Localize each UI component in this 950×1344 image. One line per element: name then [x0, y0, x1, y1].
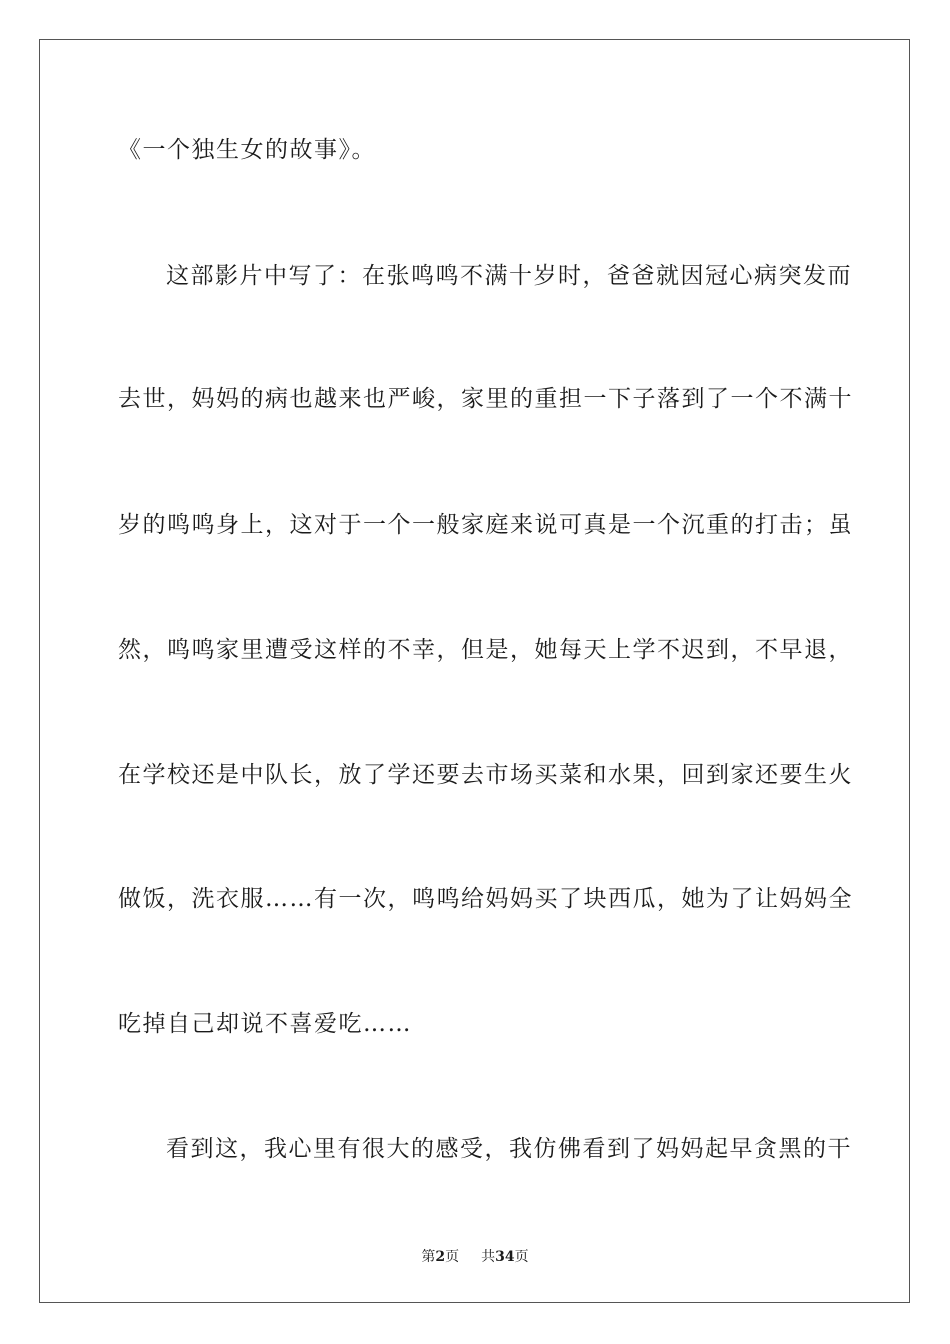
total-suffix: 页 — [514, 1249, 529, 1265]
page-footer — [0, 1248, 950, 1266]
text-line-2: 这部影片中写了：在张鸣鸣不满十岁时，爸爸就因冠心病突发而 — [166, 263, 852, 289]
text-line-4: 岁的鸣鸣身上，这对于一个一般家庭来说可真是一个沉重的打击；虽 — [118, 512, 853, 538]
page-suffix: 页 — [445, 1249, 460, 1265]
page-number: 2 — [435, 1249, 446, 1265]
text-line-8: 吃掉自己却说不喜爱吃…… — [118, 1011, 412, 1037]
total-prefix: 共 — [481, 1249, 496, 1265]
text-line-5: 然，鸣鸣家里遭受这样的不幸，但是，她每天上学不迟到，不早退， — [118, 637, 853, 663]
page-border — [39, 39, 910, 1303]
text-line-1: 《一个独生女的故事》。 — [118, 137, 376, 163]
total-pages: 34 — [495, 1249, 515, 1265]
page-prefix: 第 — [421, 1249, 436, 1265]
text-line-9: 看到这，我心里有很大的感受，我仿佛看到了妈妈起早贪黑的干 — [166, 1136, 852, 1162]
text-line-7: 做饭，洗衣服……有一次，鸣鸣给妈妈买了块西瓜，她为了让妈妈全 — [118, 886, 853, 912]
text-line-6: 在学校还是中队长，放了学还要去市场买菜和水果，回到家还要生火 — [118, 762, 853, 788]
text-line-3: 去世，妈妈的病也越来也严峻，家里的重担一下子落到了一个不满十 — [118, 386, 853, 412]
